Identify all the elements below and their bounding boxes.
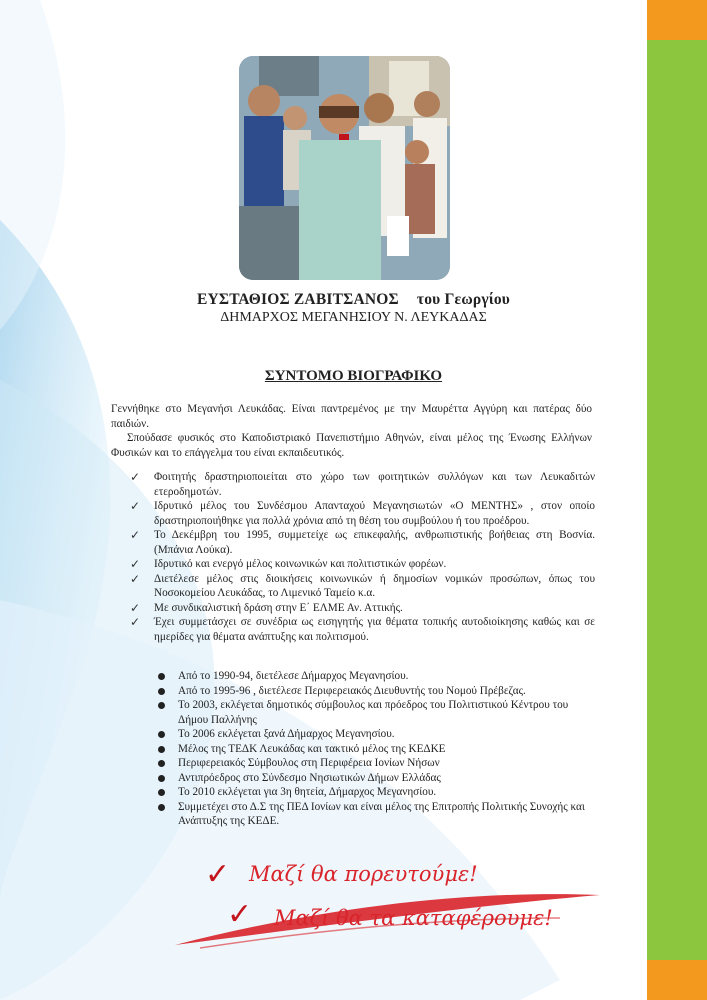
- check-icon: ✓: [130, 615, 141, 629]
- check-icon: ✓: [130, 557, 141, 571]
- list-item-text: Το 2003, εκλέγεται δημοτικός σύμβουλος και πρόεδρος του Πολιτιστικού Κέντρου του Δήμου Παλλήνης: [178, 699, 569, 726]
- list-item-text: Το 2006 εκλέγεται ξανά Δήμαρχος Μεγανησίου.: [178, 728, 395, 740]
- check-icon: ✓: [130, 470, 141, 484]
- list-item-text: Αντιπρόεδρος στο Σύνδεσμο Νησιωτικών Δήμων Ελλάδας: [178, 771, 441, 784]
- list-item-text: Από το 1990-94, διετέλεσε Δήμαρχος Μεγανησίου.: [178, 670, 409, 682]
- intro-paragraph: Σπούδασε φυσικός στο Καποδιστριακό Πανεπιστήμιο Αθηνών, είναι μέλος της Ένωσης Ελλήνων Φυσικών και το επάγγελμα του είναι εκπαιδευτικός.: [111, 432, 592, 459]
- list-item-text: Από το 1995-96 , διετέλεσε Περιφερειακός Διευθυντής του Νομού Πρέβεζας.: [178, 684, 526, 697]
- list-item-text: Συμμετέχει στο Δ.Σ της ΠΕΔ Ιονίων και είναι μέλος της Επιτροπής Πολιτικής Συνοχής και Ανάπτυξης της ΚΕΔΕ.: [178, 800, 585, 827]
- check-icon: ✓: [130, 499, 141, 513]
- list-item-text: Έχει συμμετάσχει σε συνέδρια ως εισηγητής για θέματα τοπικής αυτοδιοίκησης καθώς και σε ημερίδες για θέματα ανάπτυξης και πολιτισμού.: [154, 616, 595, 643]
- list-item-text: Διετέλεσε μέλος στις διοικήσεις κοινωνικών ή δημοσίων νομικών προσώπων, όπως του Νοσοκομείου Λευκάδας, το Λιμενικό Ταμείο κ.α.: [154, 572, 595, 599]
- list-item-text: Ιδρυτικό και ενεργό μέλος κοινωνικών και πολιτιστικών φορέων.: [154, 558, 447, 570]
- candidate-name: ΕΥΣΤΑΘΙΟΣ ΖΑΒΙΤΣΑΝΟΣ: [196, 291, 399, 308]
- check-icon: ✓: [130, 528, 141, 542]
- slogan-text: Μαζί θα πορευτούμε!: [249, 862, 478, 886]
- list-item-text: Φοιτητής δραστηριοποιείται στο χώρο των φοιτητικών συλλόγων και των Λευκαδιτών ετεροδημοτών.: [154, 471, 595, 498]
- list-item-text: Ιδρυτικό μέλος του Συνδέσμου Απανταχού Μεγανησιωτών «Ο ΜΕΝΤΗΣ» , στον οποίο δραστηριοποιήθηκε για πολλά χρόνια από τη θέση του συμβούλου ή του προέδρου.: [154, 500, 595, 527]
- check-icon: ✓: [130, 571, 141, 586]
- check-icon: ✓: [227, 897, 253, 932]
- section-heading: ΣΥΝΤΟΜΟ ΒΙΟΓΡΑΦΙΚΟ: [264, 368, 443, 384]
- list-item-text: Το 2010 εκλέγεται για 3η θητεία, Δήμαρχος Μεγανησίου.: [178, 786, 437, 798]
- slogan-text: Μαζί θα τα καταφέρουμε!: [274, 906, 553, 930]
- candidate-title: ΔΗΜΑΡΧΟΣ ΜΕΓΑΝΗΣΙΟΥ Ν. ΛΕΥΚΑΔΑΣ: [220, 310, 487, 325]
- list-item-text: Περιφερειακός Σύμβουλος στη Περιφέρεια Ιονίων Νήσων: [178, 757, 440, 769]
- check-icon: ✓: [205, 857, 231, 892]
- intro-paragraph: Γεννήθηκε στο Μεγανήσι Λευκάδας. Είναι παντρεμένος με την Μαυρέττα Αγγύρη και πατέρας δύο παιδιών.: [111, 403, 592, 430]
- list-item-text: Μέλος της ΤΕΔΚ Λευκάδας και τακτικό μέλος της ΚΕΔΚΕ: [178, 742, 446, 755]
- candidate-patronym: του Γεωργίου: [416, 291, 511, 308]
- check-icon: ✓: [130, 600, 141, 615]
- list-item-text: Το Δεκέμβρη του 1995, συμμετείχε ως επικεφαλής, ανθρωπιστικής βοήθειας στη Βοσνία. (Μπάνια Λούκα).: [154, 529, 595, 556]
- list-item-text: Με συνδικαλιστική δράση στην Ε΄ ΕΛΜΕ Αν. Αττικής.: [154, 601, 403, 614]
